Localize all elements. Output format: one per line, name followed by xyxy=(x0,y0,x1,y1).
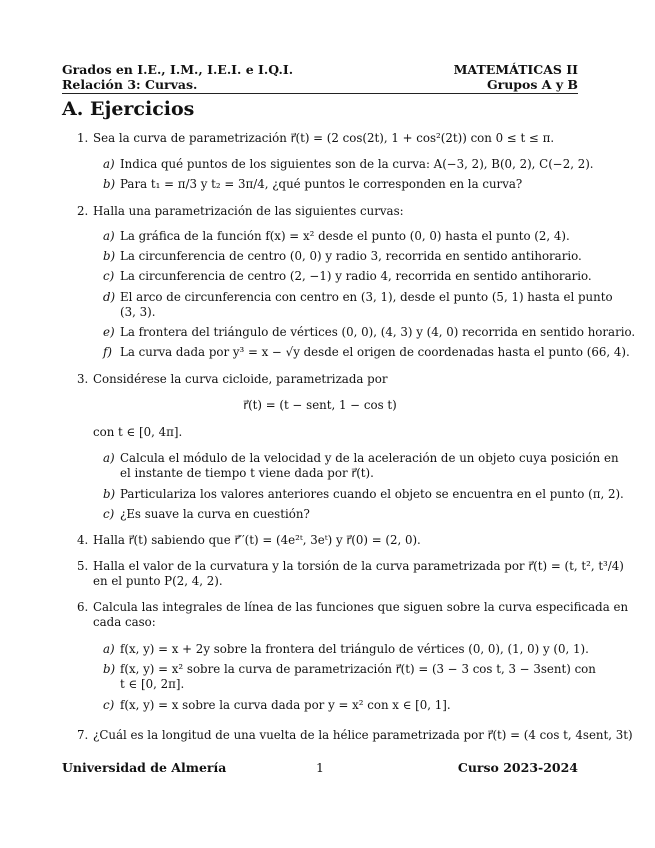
exercise-2b: La circunferencia de centro (0, 0) y radio 3, recorrida en sentido antihorario. xyxy=(120,249,582,263)
exercise-6b-line2: t ∈ [0, 2π]. xyxy=(120,677,185,691)
footer-university: Universidad de Almería xyxy=(62,760,227,775)
exercise-3c: ¿Es suave la curva en cuestión? xyxy=(120,507,310,521)
item-label: a) xyxy=(103,642,115,656)
exercise-1a: Indica qué puntos de los siguientes son de la curva: A(−3, 2), B(0, 2), C(−2, 2). xyxy=(120,157,594,171)
exercise-number: 4. xyxy=(77,533,89,547)
exercise-6-line1: Calcula las integrales de línea de las funciones que siguen sobre la curva especificada en xyxy=(93,600,629,614)
exercise-2e: La frontera del triángulo de vértices (0, 0), (4, 3) y (4, 0) recorrida en sentido horario. xyxy=(120,325,636,339)
item-label: b) xyxy=(103,487,116,501)
exercise-1-statement: Sea la curva de parametrización r⃗(t) = (2 cos(2t), 1 + cos²(2t)) con 0 ≤ t ≤ π. xyxy=(93,131,555,145)
exercise-2d-line1: El arco de circunferencia con centro en (3, 1), desde el punto (5, 1) hasta el punto xyxy=(120,290,613,304)
exercise-3-range: con t ∈ [0, 4π]. xyxy=(93,425,183,439)
exercise-2a: La gráfica de la función f(x) = x² desde el punto (0, 0) hasta el punto (2, 4). xyxy=(120,229,570,243)
cycloid-formula: r⃗(t) = (t − sent, 1 − cos t) xyxy=(243,398,397,412)
exercise-5-line1: Halla el valor de la curvatura y la torsión de la curva parametrizada por r⃗(t) = (t, t², t³/4) xyxy=(93,559,624,573)
item-label: d) xyxy=(103,290,116,304)
exercise-2f: La curva dada por y³ = x − √y desde el origen de coordenadas hasta el punto (66, 4). xyxy=(120,345,630,359)
exercise-number: 5. xyxy=(77,559,89,573)
item-label: e) xyxy=(103,325,115,339)
exercise-6b-line1: f(x, y) = x² sobre la curva de parametrización r⃗(t) = (3 − 3 cos t, 3 − 3sent) con xyxy=(120,662,596,676)
item-label: b) xyxy=(103,177,116,191)
header-rule xyxy=(62,93,578,94)
exercise-1b: Para t₁ = π/3 y t₂ = 3π/4, ¿qué puntos le corresponden en la curva? xyxy=(120,177,523,191)
item-label: a) xyxy=(103,451,115,465)
header-relation: Relación 3: Curvas. xyxy=(62,77,198,92)
exercise-number: 2. xyxy=(77,204,89,218)
exercise-5-line2: en el punto P(2, 4, 2). xyxy=(93,574,223,588)
exercise-number: 6. xyxy=(77,600,89,614)
item-label: b) xyxy=(103,662,116,676)
item-label: a) xyxy=(103,229,115,243)
exercise-6c: f(x, y) = x sobre la curva dada por y = x² con x ∈ [0, 1]. xyxy=(120,698,451,712)
header-subject: MATEMÁTICAS II xyxy=(453,62,578,77)
page-number: 1 xyxy=(316,760,324,775)
item-label: b) xyxy=(103,249,116,263)
item-label: a) xyxy=(103,157,115,171)
exercise-7-statement: ¿Cuál es la longitud de una vuelta de la hélice parametrizada por r⃗(t) = (4 cos t, 4sent, 3t) xyxy=(93,728,633,742)
item-label: c) xyxy=(103,269,115,283)
exercise-3a-line1: Calcula el módulo de la velocidad y de la aceleración de un objeto cuya posición en xyxy=(120,451,619,465)
header-degree: Grados en I.E., I.M., I.E.I. e I.Q.I. xyxy=(62,62,294,77)
footer-course: Curso 2023-2024 xyxy=(457,760,578,775)
item-label: c) xyxy=(103,698,115,712)
exercise-number: 1. xyxy=(77,131,89,145)
exercise-2-statement: Halla una parametrización de las siguientes curvas: xyxy=(93,204,404,218)
exercise-4-statement: Halla r⃗(t) sabiendo que r⃗′′(t) = (4e²ᵗ, 3eᵗ) y r⃗(0) = (2, 0). xyxy=(93,533,421,547)
section-title: A. Ejercicios xyxy=(62,98,195,120)
exercise-2c: La circunferencia de centro (2, −1) y radio 4, recorrida en sentido antihorario. xyxy=(120,269,592,283)
exercise-3-statement: Considérese la curva cicloide, parametrizada por xyxy=(93,372,388,386)
exercise-2d-line2: (3, 3). xyxy=(120,305,156,319)
exercise-3a-line2: el instante de tiempo t viene dada por r⃗(t). xyxy=(120,466,374,480)
item-label: f) xyxy=(103,345,112,359)
exercise-number: 7. xyxy=(77,728,89,742)
exercise-6-line2: cada caso: xyxy=(93,615,156,629)
item-label: c) xyxy=(103,507,115,521)
exercise-3b: Particulariza los valores anteriores cuando el objeto se encuentra en el punto (π, 2). xyxy=(120,487,624,501)
exercise-number: 3. xyxy=(77,372,89,386)
header-groups: Grupos A y B xyxy=(486,77,578,92)
exercise-6a: f(x, y) = x + 2y sobre la frontera del triángulo de vértices (0, 0), (1, 0) y (0, 1). xyxy=(120,642,589,656)
